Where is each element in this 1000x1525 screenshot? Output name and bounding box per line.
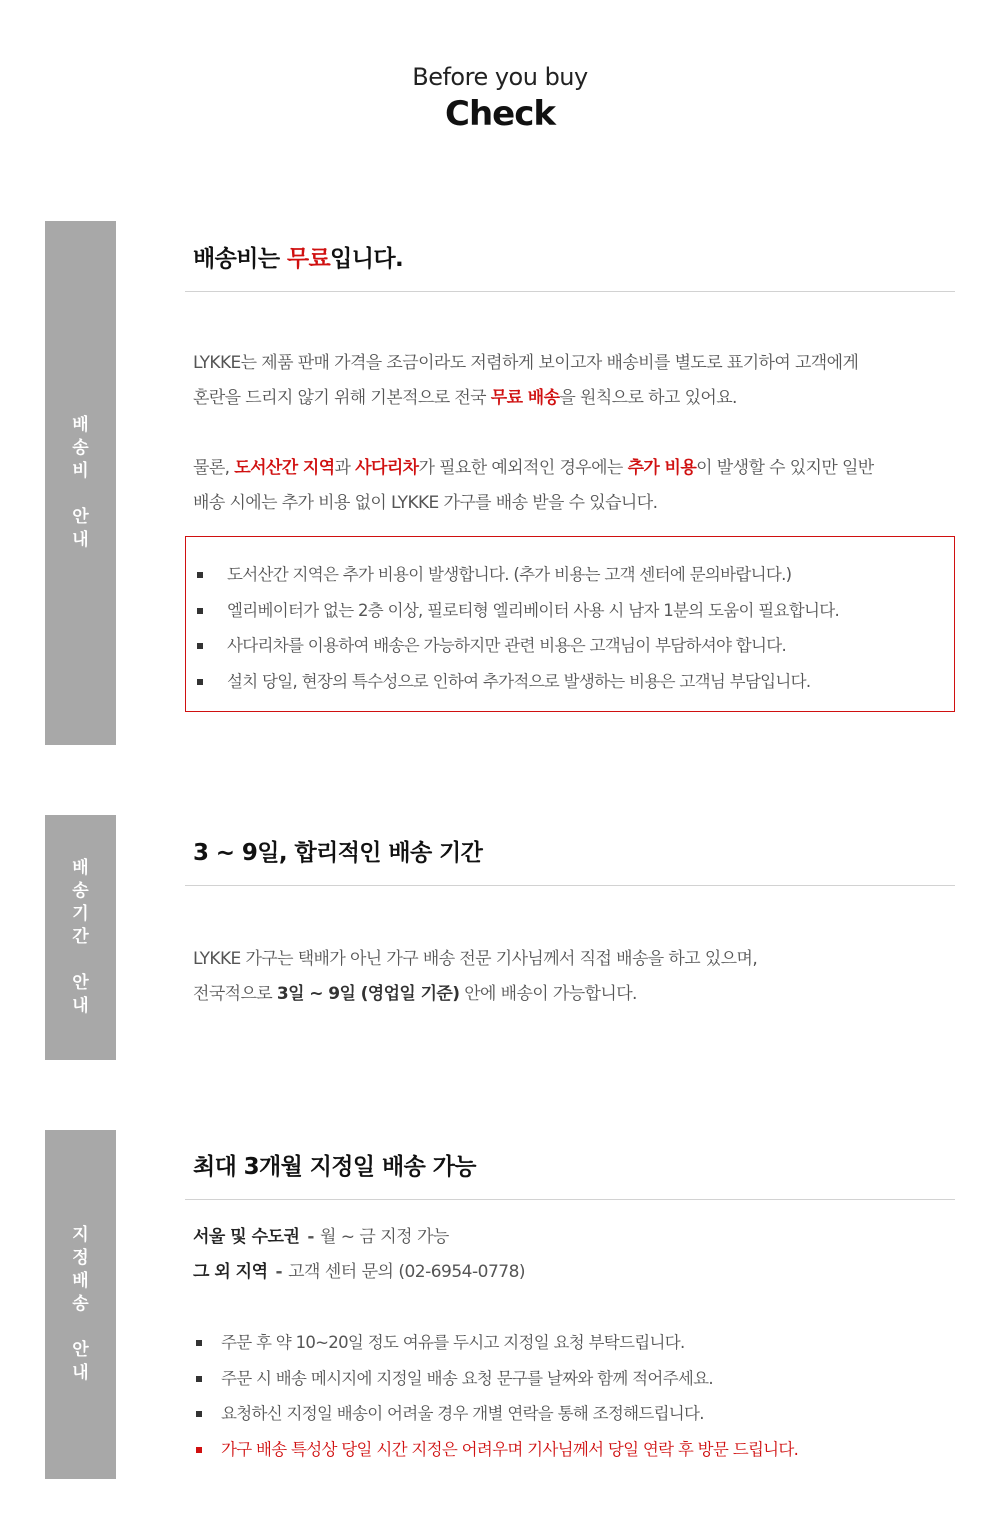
tab-char: 내 bbox=[72, 996, 89, 1016]
notes-list bbox=[185, 1325, 955, 1467]
paragraph-line bbox=[193, 451, 953, 486]
highlight-text: 도서산간 지역 bbox=[234, 458, 335, 478]
tab-char: 비 bbox=[72, 461, 89, 481]
tab-char: 안 bbox=[72, 1340, 89, 1360]
section-title-shipping-period: 3 ~ 9일, 합리적인 배송 기간 bbox=[193, 840, 483, 866]
region-value: 월 ~ 금 지정 가능 bbox=[319, 1227, 449, 1247]
tab-char: 기 bbox=[72, 904, 89, 924]
tab-char: 내 bbox=[72, 1363, 89, 1383]
tab-char: 배 bbox=[72, 415, 89, 435]
list-item: 설치 당일, 현장의 특수성으로 인하여 추가적으로 발생하는 비용은 고객님 부담입니다. bbox=[186, 664, 954, 700]
tab-char: 배 bbox=[72, 1271, 89, 1291]
text: 이 발생할 수 있지만 일반 bbox=[696, 458, 874, 478]
shipping-period-paragraph bbox=[193, 942, 953, 1012]
highlight-text: 추가 비용 bbox=[627, 458, 697, 478]
paragraph-line bbox=[193, 977, 953, 1012]
section-divider bbox=[185, 885, 955, 886]
tab-char: 정 bbox=[72, 1248, 89, 1268]
region-row bbox=[193, 1255, 525, 1290]
notice-box bbox=[185, 536, 955, 712]
tab-char: 내 bbox=[72, 530, 89, 550]
title-text: 입니다. bbox=[330, 246, 404, 272]
text: 혼란을 드리지 않기 위해 기본적으로 전국 bbox=[193, 388, 491, 408]
notice-list bbox=[186, 557, 954, 699]
region-key: 그 외 지역 bbox=[193, 1262, 268, 1282]
tab-char: 송 bbox=[72, 1294, 89, 1314]
paragraph-line bbox=[193, 381, 953, 416]
list-item: 요청하신 지정일 배송이 어려울 경우 개별 연락을 통해 조정해드립니다. bbox=[185, 1396, 955, 1432]
tab-char: 안 bbox=[72, 507, 89, 527]
tab-char: 간 bbox=[72, 927, 89, 947]
title-highlight: 무료 bbox=[286, 246, 331, 272]
header-title: Check bbox=[445, 94, 555, 134]
region-value: 고객 센터 문의 (02-6954-0778) bbox=[288, 1262, 526, 1282]
tab-char: 배 bbox=[72, 858, 89, 878]
list-item: 도서산간 지역은 추가 비용이 발생합니다. (추가 비용는 고객 센터에 문의바랍니다.) bbox=[186, 557, 954, 593]
list-item-highlight: 가구 배송 특성상 당일 시간 지정은 어려우며 기사님께서 당일 연락 후 방문 드립니다. bbox=[185, 1432, 955, 1468]
text: 물론, bbox=[193, 458, 235, 478]
region-info bbox=[193, 1220, 525, 1290]
section-title-shipping-fee bbox=[193, 240, 403, 273]
text: 전국적으로 bbox=[193, 984, 277, 1004]
section-tab-scheduled-delivery bbox=[45, 1130, 116, 1479]
tab-char: 송 bbox=[72, 881, 89, 901]
section-divider bbox=[185, 291, 955, 292]
list-item: 엘리베이터가 없는 2층 이상, 필로티형 엘리베이터 사용 시 남자 1분의 도움이 필요합니다. bbox=[186, 593, 954, 629]
header-subtitle: Before you buy bbox=[412, 63, 588, 91]
list-item: 사다리차를 이용하여 배송은 가능하지만 관련 비용은 고객님이 부담하셔야 합니다. bbox=[186, 628, 954, 664]
separator: - bbox=[275, 1262, 283, 1282]
text: 가 필요한 예외적인 경우에는 bbox=[418, 458, 628, 478]
region-key: 서울 및 수도권 bbox=[193, 1227, 300, 1247]
tab-char: 지 bbox=[72, 1225, 89, 1245]
bold-text: 3일 ~ 9일 (영업일 기준) bbox=[276, 984, 460, 1004]
text: 안에 배송이 가능합니다. bbox=[459, 984, 637, 1004]
shipping-fee-paragraph-1 bbox=[193, 346, 953, 416]
list-item: 주문 후 약 10~20일 정도 여유를 두시고 지정일 요청 부탁드립니다. bbox=[185, 1325, 955, 1361]
tab-char: 송 bbox=[72, 438, 89, 458]
page-header bbox=[0, 60, 1000, 134]
region-row bbox=[193, 1220, 525, 1255]
highlight-text: 사다리차 bbox=[355, 458, 419, 478]
paragraph-line: 배송 시에는 추가 비용 없이 LYKKE 가구를 배송 받을 수 있습니다. bbox=[193, 493, 658, 513]
title-text: 배송비는 bbox=[193, 246, 287, 272]
section-divider bbox=[185, 1199, 955, 1200]
section-title-scheduled-delivery: 최대 3개월 지정일 배송 가능 bbox=[193, 1154, 476, 1180]
paragraph-line: LYKKE 가구는 택배가 아닌 가구 배송 전문 기사님께서 직접 배송을 하고 있으며, bbox=[193, 949, 758, 969]
separator: - bbox=[307, 1227, 314, 1247]
scheduled-delivery-notes bbox=[185, 1325, 955, 1467]
text: 과 bbox=[334, 458, 356, 478]
section-tab-shipping-period bbox=[45, 815, 116, 1060]
shipping-fee-paragraph-2 bbox=[193, 451, 953, 521]
paragraph-line: LYKKE는 제품 판매 가격을 조금이라도 저렴하게 보이고자 배송비를 별도로 표기하여 고객에게 bbox=[193, 353, 859, 373]
section-tab-shipping-fee bbox=[45, 221, 116, 745]
list-item: 주문 시 배송 메시지에 지정일 배송 요청 문구를 날짜와 함께 적어주세요. bbox=[185, 1361, 955, 1397]
highlight-text: 무료 배송 bbox=[490, 388, 560, 408]
tab-char: 안 bbox=[72, 973, 89, 993]
text: 을 원칙으로 하고 있어요. bbox=[559, 388, 737, 408]
